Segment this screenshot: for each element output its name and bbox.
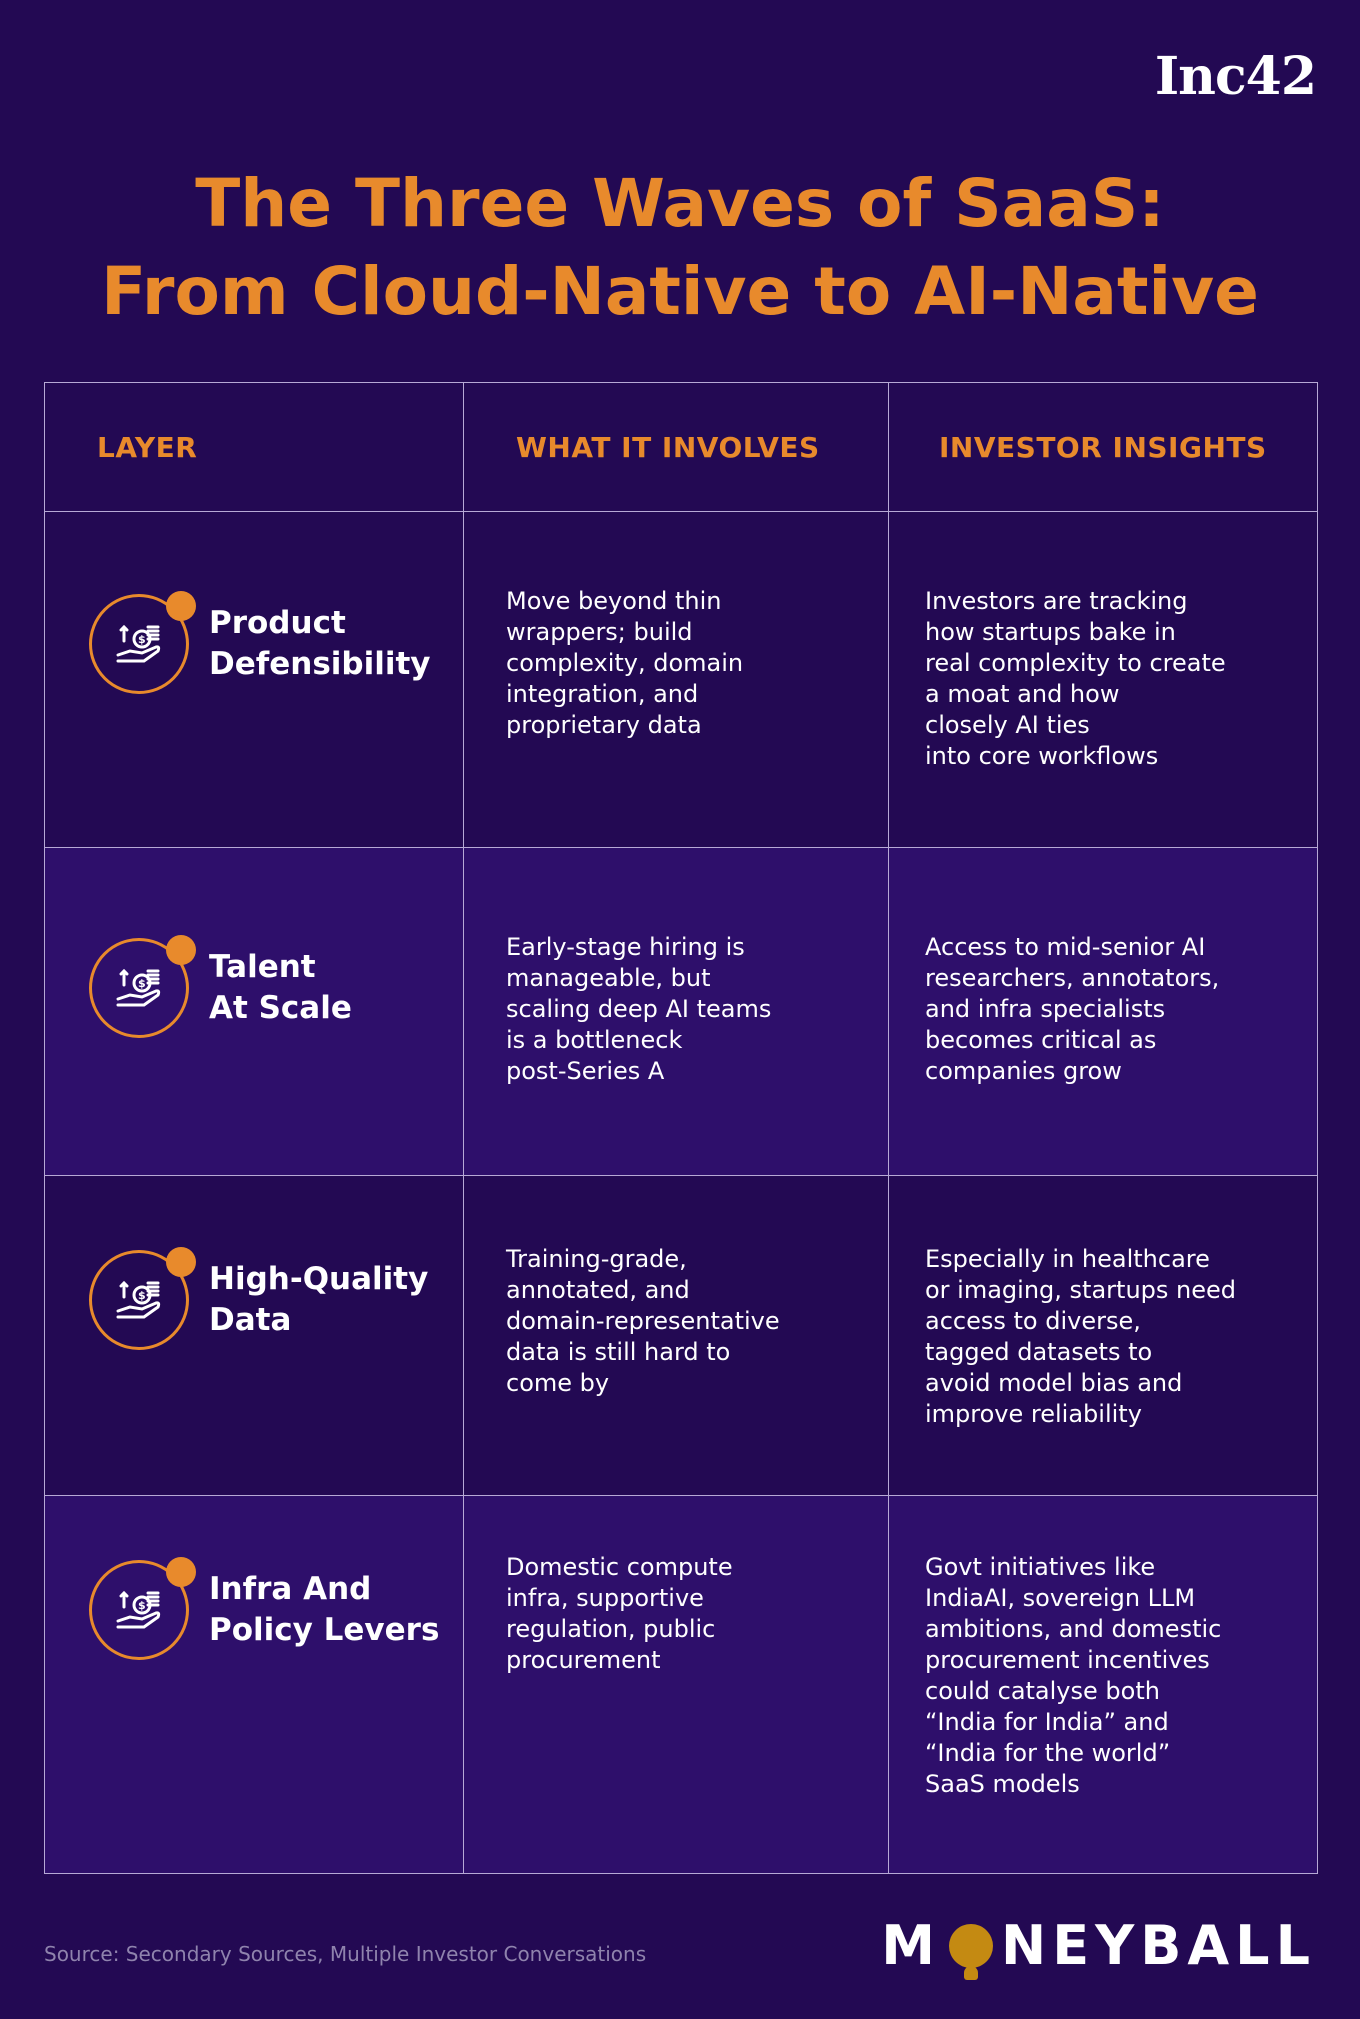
svg-text:$: $ [138,977,146,990]
hand-holding-coins-icon [89,594,189,694]
table-header-row [45,383,1317,511]
page-title [0,160,1360,336]
layer-name: Product Defensibility [209,605,431,682]
layer-cell [89,1250,428,1350]
insights-text: Access to mid-senior AI researchers, annotators, and infra specialists becomes critical as companies grow [925,933,1220,1085]
svg-text:$: $ [138,633,146,646]
hand-holding-coins-icon [89,1250,189,1350]
layer-cell [89,938,352,1038]
orange-dot-icon [166,935,196,965]
moneyball-logo-rest: NEYBALL [1001,1914,1316,1977]
header-layer: LAYER [97,431,198,464]
involves-text: Training-grade, annotated, and domain-representative data is still hard to come by [506,1245,780,1397]
orange-dot-icon [166,1557,196,1587]
orange-dot-icon [166,591,196,621]
involves-text: Move beyond thin wrappers; build complexity, domain integration, and proprietary data [506,587,744,739]
title-line-1: The Three Waves of SaaS: [195,165,1165,242]
involves-text: Domestic compute infra, supportive regulation, public procurement [506,1553,733,1674]
svg-text:$: $ [138,1599,146,1612]
table-row [45,1175,1317,1495]
layer-cell [89,1560,439,1660]
layer-cell [89,594,431,694]
lightbulb-icon [949,1924,993,1968]
table-row [45,847,1317,1175]
moneyball-logo-m: M [881,1914,942,1977]
table-row [45,511,1317,847]
layers-table [44,382,1318,1874]
hand-holding-coins-icon [89,938,189,1038]
layer-name: Talent At Scale [209,949,352,1026]
inc42-logo: Inc42 [1154,46,1316,107]
title-line-2: From Cloud-Native to AI-Native [101,253,1259,330]
insights-text: Govt initiatives like IndiaAI, sovereign LLM ambitions, and domestic procurement incentives could catalyse both “India for India” and “India for the world” SaaS models [925,1553,1222,1798]
svg-text:$: $ [138,1289,146,1302]
layer-name: Infra And Policy Levers [209,1571,440,1648]
header-what-it-involves: WHAT IT INVOLVES [516,431,820,464]
involves-text: Early-stage hiring is manageable, but scaling deep AI teams is a bottleneck post-Series A [506,933,772,1085]
hand-holding-coins-icon [89,1560,189,1660]
header-investor-insights: INVESTOR INSIGHTS [939,431,1267,464]
table-row [45,1495,1317,1873]
insights-text: Investors are tracking how startups bake in real complexity to create a moat and how closely AI ties into core workflows [925,587,1226,770]
insights-text: Especially in healthcare or imaging, startups need access to diverse, tagged datasets to avoid model bias and improve reliability [925,1245,1236,1428]
source-note: Source: Secondary Sources, Multiple Investor Conversations [44,1942,647,1966]
moneyball-logo [881,1914,1316,1977]
layer-name: High-Quality Data [209,1261,429,1338]
orange-dot-icon [166,1247,196,1277]
